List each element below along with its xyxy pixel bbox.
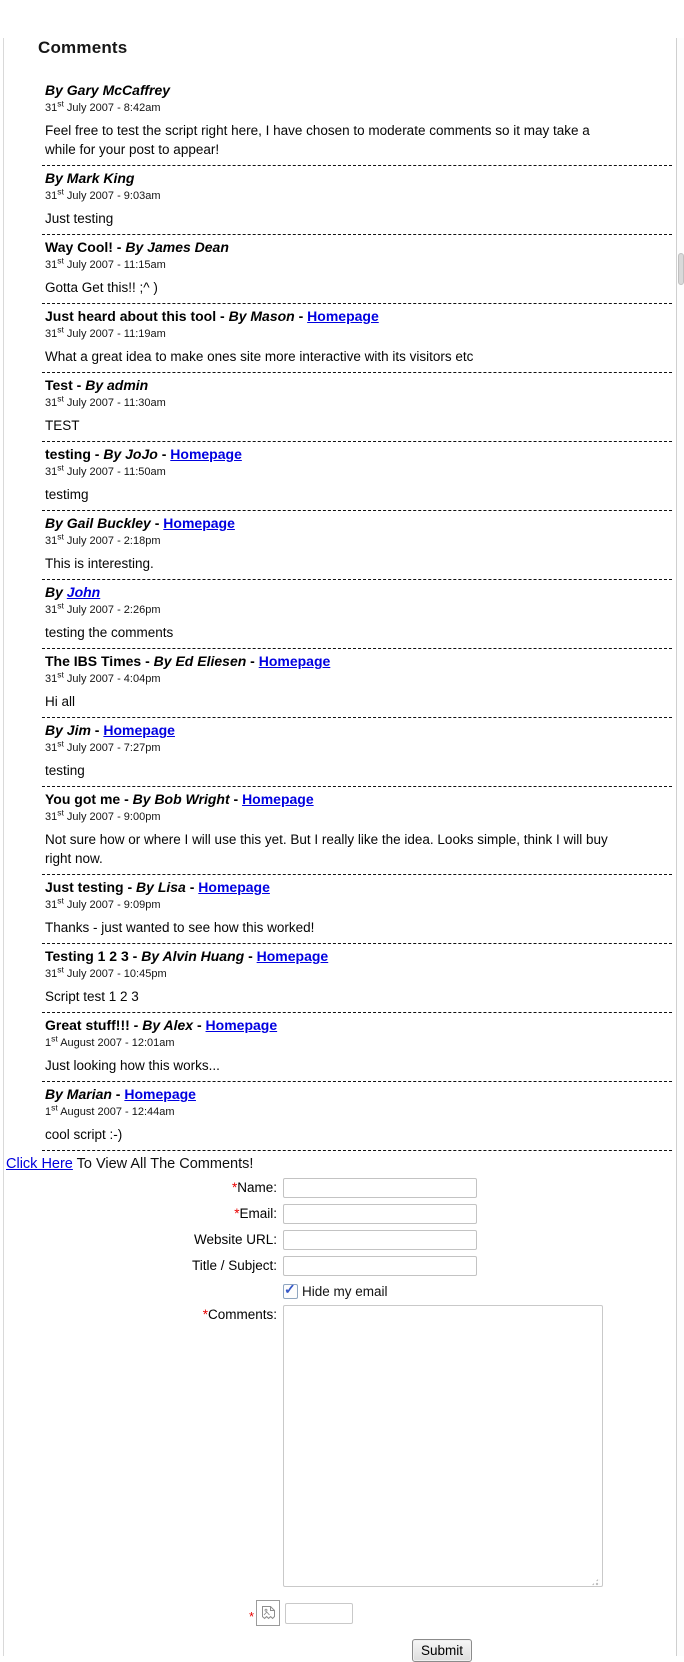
submit-row (412, 1639, 684, 1662)
website-url-label: Website URL: (193, 1232, 277, 1247)
date-day-suffix: st (57, 807, 64, 818)
by-prefix: By (45, 170, 67, 186)
comment-text: Just testing (45, 211, 114, 226)
date-rest: July 2007 - 11:19am (63, 328, 166, 340)
email-row (0, 1204, 684, 1224)
hide-email-checkbox[interactable] (283, 1281, 298, 1299)
comment-date (45, 669, 672, 685)
by-prefix: By (45, 584, 67, 600)
comment-item (42, 442, 672, 511)
comment-header (45, 722, 672, 739)
comment-date (45, 895, 672, 911)
comment-form (0, 1178, 684, 1662)
author-name: Mark King (66, 170, 135, 186)
name-input[interactable] (283, 1178, 477, 1198)
comment-author (141, 948, 244, 964)
comment-author (142, 1017, 193, 1033)
comment-header (45, 584, 672, 601)
date-day-suffix: st (51, 1102, 58, 1113)
date-day: 31 (45, 328, 58, 340)
comment-item (42, 875, 672, 944)
comment-header (45, 1086, 672, 1103)
author-name: Mason (250, 308, 295, 324)
date-day: 31 (45, 673, 58, 685)
homepage-link[interactable]: Homepage (124, 1086, 196, 1102)
comment-author (45, 170, 134, 186)
captcha-input[interactable] (285, 1603, 353, 1624)
comment-text: This is interesting. (45, 556, 154, 571)
author-name: JoJo (125, 446, 158, 462)
by-prefix: By (142, 1017, 164, 1033)
date-day: 31 (45, 397, 58, 409)
comment-item (42, 580, 672, 649)
date-rest: July 2007 - 4:04pm (63, 673, 161, 685)
comment-text: TEST (45, 418, 80, 433)
dash-separator: - (72, 377, 86, 393)
comment-author (45, 1086, 112, 1102)
comment-date (45, 98, 672, 114)
homepage-link[interactable]: Homepage (103, 722, 175, 738)
captcha-row (249, 1600, 684, 1626)
comment-text: Not sure how or where I will use this yet. But I really like the idea. Looks simple, think I will buy right now. (45, 832, 608, 866)
comment-header (45, 515, 672, 532)
date-day-suffix: st (57, 98, 64, 109)
comment-header (45, 170, 672, 187)
date-rest: July 2007 - 10:45pm (63, 968, 167, 980)
comment-text: Hi all (45, 694, 76, 709)
comment-item (42, 944, 672, 1013)
homepage-link[interactable]: Homepage (258, 653, 331, 669)
by-prefix: By (141, 948, 163, 964)
comment-text: Just looking how this works... (45, 1058, 220, 1073)
comment-item (42, 78, 672, 166)
comment-title: Way Cool! (45, 239, 113, 255)
comment-date (45, 807, 672, 823)
comment-text: Thanks - just wanted to see how this worked! (45, 920, 315, 935)
author-name: admin (107, 377, 149, 393)
author-name: Alvin Huang (162, 948, 245, 964)
comment-header (45, 948, 672, 965)
homepage-link[interactable]: Homepage (163, 515, 235, 531)
comment-item (42, 649, 672, 718)
comment-date (45, 738, 672, 754)
homepage-link[interactable]: Homepage (205, 1017, 278, 1033)
dash-separator: - (294, 308, 308, 324)
by-prefix: By (136, 879, 158, 895)
checkmark-icon: ✓ (284, 1281, 296, 1297)
by-prefix: By (45, 515, 67, 531)
comment-title: testing (45, 446, 91, 462)
date-day-suffix: st (57, 531, 64, 542)
author-name: Alex (163, 1017, 194, 1033)
date-day: 31 (45, 604, 58, 616)
comment-item (42, 166, 672, 235)
comment-date (45, 600, 672, 616)
comment-date (45, 186, 672, 202)
dash-separator: - (128, 948, 142, 964)
date-day-suffix: st (57, 738, 64, 749)
date-day-suffix: st (57, 186, 64, 197)
required-asterisk: * (249, 1608, 255, 1624)
comment-item (42, 373, 672, 442)
dash-separator: - (150, 515, 164, 531)
comment-date (45, 393, 672, 409)
author-name: Lisa (157, 879, 186, 895)
comment-header (45, 879, 672, 896)
comment-title: Just testing (45, 879, 124, 895)
comment-text: testimg (45, 487, 89, 502)
by-prefix: By (103, 446, 126, 462)
date-day: 1 (45, 1037, 52, 1049)
date-rest: August 2007 - 12:44am (57, 1106, 175, 1118)
comment-text: testing (45, 763, 85, 778)
date-day-suffix: st (57, 324, 64, 335)
view-all-comments-link[interactable]: Click Here (6, 1156, 73, 1172)
page-title: Comments (38, 38, 128, 57)
dash-separator: - (90, 446, 104, 462)
dash-separator: - (246, 653, 259, 669)
author-name: Bob Wright (154, 791, 230, 807)
date-day-suffix: st (57, 462, 64, 473)
date-day-suffix: st (51, 1033, 58, 1044)
comment-author (45, 82, 170, 98)
homepage-link[interactable]: Homepage (198, 879, 270, 895)
comment-author (133, 791, 230, 807)
author-homepage-link[interactable]: John (66, 584, 101, 600)
date-rest: July 2007 - 2:26pm (63, 604, 161, 616)
dash-separator: - (120, 791, 133, 807)
comment-item (42, 1013, 672, 1082)
date-day: 31 (45, 102, 58, 114)
comment-author (136, 879, 186, 895)
date-day: 31 (45, 466, 58, 478)
title-subject-label: Title / Subject: (191, 1258, 277, 1273)
comment-text: Gotta Get this!! ;^ ) (45, 280, 158, 295)
author-name: James Dean (147, 239, 229, 255)
required-asterisk: * (234, 1206, 240, 1221)
date-rest: August 2007 - 12:01am (57, 1037, 175, 1049)
date-day: 31 (45, 535, 58, 547)
comment-header (45, 377, 672, 394)
dash-separator: - (216, 308, 229, 324)
author-name: Marian (66, 1086, 112, 1102)
comments-label: *Comments: (202, 1307, 277, 1322)
comment-date (45, 964, 672, 980)
date-day: 31 (45, 811, 58, 823)
comment-date (45, 255, 672, 271)
comment-item (42, 718, 672, 787)
by-prefix: By (153, 653, 176, 669)
homepage-link[interactable]: Homepage (256, 948, 329, 964)
date-rest: July 2007 - 9:09pm (63, 899, 161, 911)
comments-row (0, 1305, 684, 1592)
date-day: 31 (45, 968, 58, 980)
comment-text: testing the comments (45, 625, 174, 640)
date-day: 1 (45, 1106, 52, 1118)
submit-button[interactable]: Submit (412, 1639, 472, 1662)
by-prefix: By (125, 239, 148, 255)
date-day-suffix: st (57, 964, 64, 975)
email-label: *Email: (234, 1206, 277, 1221)
by-prefix: By (45, 1086, 67, 1102)
scrollbar-thumb[interactable] (678, 253, 684, 285)
dash-separator: - (112, 239, 126, 255)
name-label: *Name: (231, 1180, 277, 1195)
comment-item (42, 511, 672, 580)
date-day-suffix: st (57, 669, 64, 680)
date-day-suffix: st (57, 393, 64, 404)
date-rest: July 2007 - 2:18pm (63, 535, 161, 547)
comment-text: What a great idea to make ones site more interactive with its visitors etc (45, 349, 474, 364)
date-rest: July 2007 - 11:50am (63, 466, 166, 478)
hide-email-label: Hide my email (302, 1284, 388, 1299)
dash-separator: - (129, 1017, 143, 1033)
comment-title: Just heard about this tool (45, 308, 217, 324)
comment-item (42, 304, 672, 373)
by-prefix: By (228, 308, 251, 324)
comment-header (45, 239, 672, 256)
date-day: 31 (45, 742, 58, 754)
homepage-link[interactable]: Homepage (307, 308, 379, 324)
comment-date (45, 1033, 672, 1049)
by-prefix: By (132, 791, 155, 807)
dash-separator: - (244, 948, 257, 964)
broken-image-icon (256, 1600, 280, 1626)
by-prefix: By (85, 377, 107, 393)
page-scrollbar[interactable] (676, 38, 684, 1656)
page-left-border (3, 38, 4, 1656)
view-all-text: To View All The Comments! (72, 1156, 254, 1172)
comment-item (42, 235, 672, 304)
date-rest: July 2007 - 11:15am (63, 259, 166, 271)
email-input[interactable] (283, 1204, 477, 1224)
comment-author (229, 308, 295, 324)
author-name: Gail Buckley (66, 515, 151, 531)
comment-header (45, 653, 672, 670)
date-rest: July 2007 - 9:00pm (63, 811, 161, 823)
comments-list (42, 78, 672, 1151)
comment-header (45, 446, 672, 463)
comment-date (45, 1102, 672, 1118)
name-row (0, 1178, 684, 1198)
comment-text: Feel free to test the script right here, I have chosen to moderate comments so it may take a while for your post to appear! (45, 123, 590, 157)
comment-title: Test (45, 377, 73, 393)
date-rest: July 2007 - 7:27pm (63, 742, 161, 754)
date-rest: July 2007 - 9:03am (63, 190, 161, 202)
title-row (0, 1256, 684, 1276)
dash-separator: - (157, 446, 171, 462)
date-day: 31 (45, 899, 58, 911)
date-day-suffix: st (57, 255, 64, 266)
website-row (0, 1230, 684, 1250)
author-name: Jim (66, 722, 91, 738)
comment-author (103, 446, 157, 462)
comment-title: Great stuff!!! (45, 1017, 130, 1033)
date-day-suffix: st (57, 600, 64, 611)
comment-author (125, 239, 229, 255)
comment-date (45, 462, 672, 478)
dash-separator: - (193, 1017, 206, 1033)
dash-separator: - (229, 791, 243, 807)
comment-header (45, 1017, 672, 1034)
comment-title: The IBS Times (45, 653, 142, 669)
website-url-input[interactable] (283, 1230, 477, 1250)
required-asterisk: * (231, 1180, 238, 1195)
comment-date (45, 324, 672, 340)
author-name: Ed Eliesen (175, 653, 247, 669)
hide-email-row (283, 1281, 684, 1299)
author-name: Gary McCaffrey (66, 82, 171, 98)
date-day: 31 (45, 190, 58, 202)
comment-date (45, 531, 672, 547)
comment-author (85, 377, 148, 393)
title-subject-input[interactable] (283, 1256, 477, 1276)
by-prefix: By (45, 722, 67, 738)
date-rest: July 2007 - 11:30am (63, 397, 166, 409)
date-day: 31 (45, 259, 58, 271)
comment-item (42, 1082, 672, 1151)
comment-text: cool script :-) (45, 1127, 123, 1142)
comment-header (45, 308, 672, 325)
dash-separator: - (185, 879, 199, 895)
by-prefix: By (45, 82, 67, 98)
homepage-link[interactable]: Homepage (242, 791, 314, 807)
view-all-line (6, 1156, 684, 1172)
date-rest: July 2007 - 8:42am (63, 102, 161, 114)
comment-author (154, 653, 247, 669)
comment-author (45, 584, 100, 600)
dash-separator: - (141, 653, 154, 669)
dash-separator: - (90, 722, 104, 738)
comment-title: You got me (45, 791, 121, 807)
comment-author (45, 515, 151, 531)
dash-separator: - (123, 879, 137, 895)
comment-title: Testing 1 2 3 (45, 948, 129, 964)
date-day-suffix: st (57, 895, 64, 906)
comment-item (42, 787, 672, 875)
homepage-link[interactable]: Homepage (170, 446, 242, 462)
comment-header (45, 791, 672, 808)
comment-text: Script test 1 2 3 (45, 989, 139, 1004)
required-asterisk: * (202, 1307, 208, 1322)
dash-separator: - (111, 1086, 125, 1102)
comment-author (45, 722, 91, 738)
comments-textarea[interactable] (283, 1305, 603, 1587)
comment-header (45, 82, 672, 99)
